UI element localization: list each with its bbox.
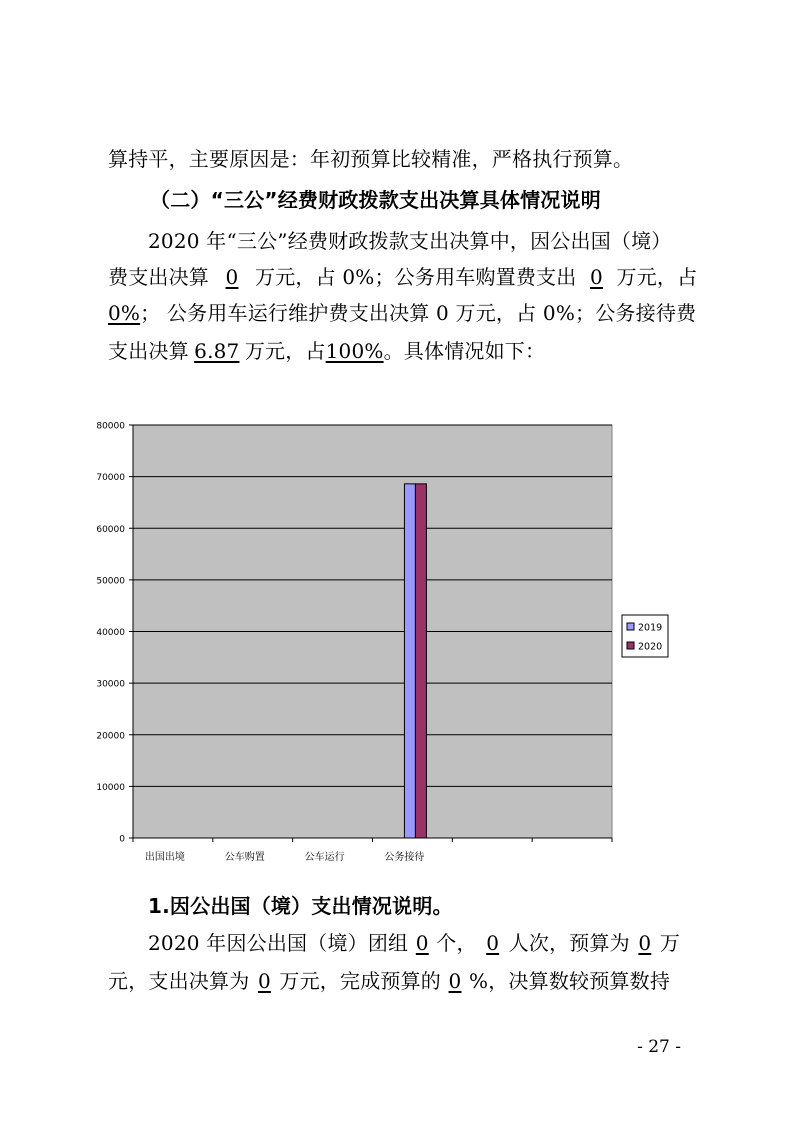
bar-2019-公务接待 xyxy=(404,484,415,838)
paragraph-continuation xyxy=(108,146,633,172)
y-tick-label: 30000 xyxy=(96,679,125,690)
y-tick-label: 10000 xyxy=(96,782,125,793)
value-underlined: 0% xyxy=(108,301,141,325)
y-tick-label: 40000 xyxy=(96,628,125,638)
paragraph-text: 万 xyxy=(659,931,681,955)
page-number: - 27 - xyxy=(637,1037,681,1057)
section-heading xyxy=(150,187,601,213)
paragraph-text: 费支出决算 xyxy=(108,265,209,289)
value-underlined: 6.87 xyxy=(194,339,240,363)
value-underlined: 100% xyxy=(325,339,384,363)
value-underlined: 0 xyxy=(638,931,652,955)
value-underlined: 0 xyxy=(415,931,429,955)
paragraph-text: 万元，占 0%；公务用车购置费支出 xyxy=(255,265,577,289)
x-tick-label: 公务接待 xyxy=(384,852,425,863)
paragraph-text: 万元，占 xyxy=(244,339,326,363)
x-tick-label: 出国出境 xyxy=(144,852,185,863)
section-paragraph-line-4 xyxy=(108,338,545,364)
value-underlined: 0 xyxy=(225,265,239,289)
subsection-paragraph-line-2 xyxy=(108,968,670,994)
value-underlined: 0 xyxy=(486,931,500,955)
value-underlined: 0 xyxy=(257,969,271,993)
chart-svg xyxy=(88,412,688,872)
section-paragraph-line-3 xyxy=(108,300,696,326)
x-tick-label: 公车运行 xyxy=(304,852,345,863)
y-tick-label: 0 xyxy=(119,834,125,845)
legend-swatch-2019 xyxy=(627,623,634,630)
bar-2020-公务接待 xyxy=(415,484,426,838)
value-underlined: 0 xyxy=(448,969,462,993)
paragraph-text: 2020 年“三公”经费财政拨款支出决算中，因公出国（境） xyxy=(148,229,672,253)
paragraph-text: 。具体情况如下： xyxy=(383,339,546,363)
paragraph-text: 支出决算 xyxy=(108,339,189,363)
paragraph-text: 元，支出决算为 xyxy=(108,969,250,993)
y-tick-label: 50000 xyxy=(96,576,125,587)
legend-label-2019: 2019 xyxy=(638,622,663,634)
paragraph-text: ； 公务用车运行维护费支出决算 0 万元，占 0%；公务接待费 xyxy=(140,301,697,325)
paragraph-text: 万元，占 xyxy=(616,265,698,289)
subsection-heading xyxy=(148,893,453,919)
paragraph-text: 算持平，主要原因是：年初预算比较精准，严格执行预算。 xyxy=(108,147,634,171)
paragraph-text: 个， xyxy=(436,931,477,955)
paragraph-text: 2020 年因公出国（境）团组 xyxy=(148,931,409,955)
x-tick-label: 公车购置 xyxy=(224,852,265,863)
expenditure-bar-chart xyxy=(88,412,688,872)
paragraph-text: 人次，预算为 xyxy=(508,931,630,955)
section-paragraph-line-2 xyxy=(108,264,697,290)
subsection-heading-text: 1.因公出国（境）支出情况说明。 xyxy=(148,894,453,918)
value-underlined: 0 xyxy=(590,265,603,289)
section-heading-text: （二）“三公”经费财政拨款支出决算具体情况说明 xyxy=(150,188,601,212)
legend-swatch-2020 xyxy=(627,642,634,649)
paragraph-text: %，决算数较预算数持 xyxy=(469,969,671,993)
y-tick-label: 80000 xyxy=(96,421,125,432)
y-tick-label: 60000 xyxy=(96,524,125,535)
y-tick-label: 20000 xyxy=(96,731,125,742)
paragraph-text: 万元，完成预算的 xyxy=(279,969,442,993)
subsection-paragraph-line-1 xyxy=(148,930,680,956)
y-tick-label: 70000 xyxy=(96,473,125,484)
section-paragraph-line-1 xyxy=(148,228,672,254)
legend-label-2020: 2020 xyxy=(638,641,663,653)
